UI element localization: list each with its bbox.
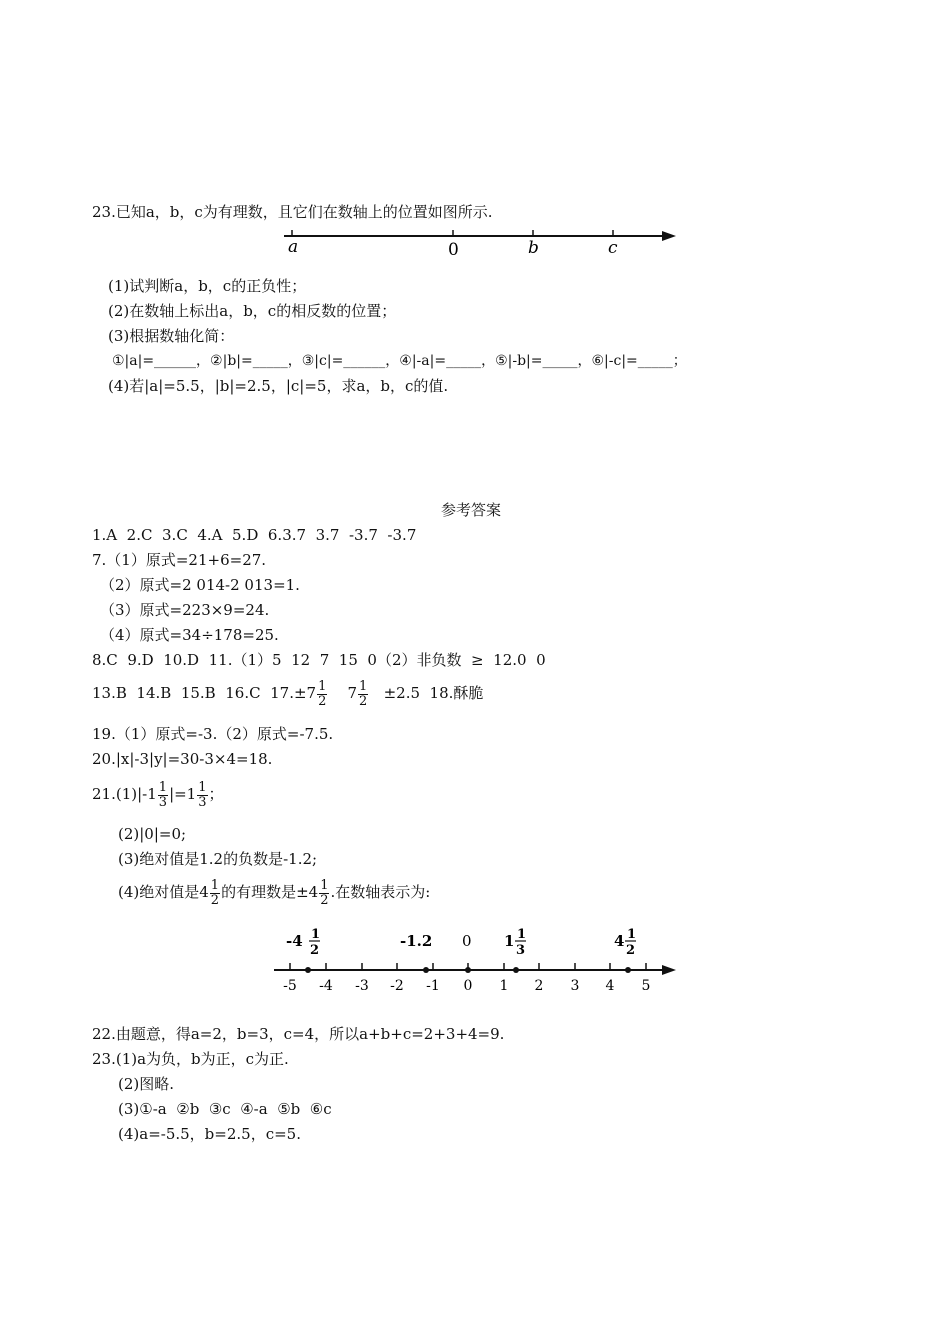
fraction-half: $\frac{1}{2}$ [318,678,327,709]
axis-arrow [662,965,676,975]
fraction-third: $\frac{1}{3}$ [198,779,207,810]
label-frac-num: 1 [627,927,637,942]
answer-line-1: 1.A 2.C 3.C 4.A 5.D 6.3.7 3.7 -3.7 -3.7 [92,526,417,544]
answers-title: 参考答案 [441,501,502,519]
tick-label: -4 [319,978,333,994]
q23-part2: (2)在数轴上标出a，b，c的相反数的位置； [108,302,397,320]
fraction-half: $\frac{1}{2}$ [320,877,329,908]
label-frac-den: 2 [626,943,636,958]
axis-label-b: b [528,238,539,258]
tick-label: 2 [534,978,544,994]
tick-label: 4 [605,978,615,994]
tick-label: -1 [426,978,440,994]
answer-line-7: 7.（1）原式=21+6=27. [92,551,267,569]
tick-label: 1 [499,978,509,994]
tick-label: 0 [463,978,473,994]
answer-line-7-3: （3）原式=223×9=24. [100,601,270,619]
fraction-third: $\frac{1}{3}$ [158,779,168,810]
tick-label: 5 [641,978,651,994]
answer-line-8: 8.C 9.D 10.D 11.（1）5 12 7 15 0（2）非负数 ≥ 12.0 0 [92,651,546,669]
label-zero: 0 [462,932,472,950]
answer-line-23: 23.(1)a为负，b为正，c为正. [92,1050,289,1068]
number-line-answer [272,924,682,998]
point-4-half [625,967,631,973]
label-1-whole: 1 [504,932,515,950]
point-zero [465,967,471,973]
tick-label: 3 [570,978,580,994]
label-frac-den: 3 [516,943,526,958]
answer-line-21-4: (4)绝对值是4 $\frac{1}{2}$ 的有理数是±4 $\frac{1}{2}$ .在数轴表示为: [118,877,431,908]
point-neg-4-half [305,967,311,973]
answer-line-20: 20.|x|-3|y|=30-3×4=18. [92,750,273,768]
label-frac-den: 2 [310,943,320,958]
tick-label: -3 [355,978,369,994]
answer-line-13: 13.B 14.B 15.B 16.C 17.±7 $\frac{1}{2}$ 7 $\frac{1}{2}$ ±2.5 18.酥脆 [92,678,484,709]
answer-line-7-4: （4）原式=34÷178=25. [100,626,279,644]
answer-line-23-4: (4)a=-5.5，b=2.5，c=5. [118,1125,301,1143]
fraction-half: $\frac{1}{2}$ [358,678,368,709]
label-frac-num: 1 [517,927,527,942]
answer-line-23-3: (3)①-a ②b ③c ④-a ⑤b ⑥c [118,1100,332,1118]
answer-line-21-3: (3)绝对值是1.2的负数是-1.2; [118,850,318,868]
q23-part4: (4)若|a|=5.5，|b|=2.5，|c|=5，求a，b，c的值. [108,377,449,395]
point-1-third [513,967,519,973]
axis-label-c: c [608,238,618,258]
label-frac-num: 1 [311,927,321,942]
label-neg-1-2: -1.2 [400,932,433,950]
axis-arrow [662,231,676,241]
answer-line-19: 19.（1）原式=-3.（2）原式=-7.5. [92,725,334,743]
fraction-half: $\frac{1}{2}$ [210,877,220,908]
axis-label-a: a [288,237,299,257]
answer-line-23-2: (2)图略. [118,1075,175,1093]
q23-part3-items: ①|a|=______，②|b|=_____，③|c|=______，④|-a|=_____，⑤|-b|=_____，⑥|-c|=_____； [112,353,687,369]
answer-line-21-2: (2)|0|=0; [118,825,187,843]
tick-label: -2 [390,978,404,994]
point-neg-1-2 [423,967,429,973]
q23-stem: 23.已知a，b，c为有理数，且它们在数轴上的位置如图所示. [92,203,493,221]
axis-label-zero: 0 [448,240,459,260]
tick-label: -5 [283,978,297,994]
q23-part1: (1)试判断a，b，c的正负性； [108,277,307,295]
number-line-abc [280,222,680,262]
answer-line-22: 22.由题意，得a=2，b=3，c=4，所以a+b+c=2+3+4=9. [92,1025,505,1043]
q23-part3: (3)根据数轴化简： [108,327,235,345]
label-neg-4-whole: -4 [286,932,303,950]
answer-line-21: 21.(1)|-1 $\frac{1}{3}$ |=1 $\frac{1}{3}$ ； [92,779,224,810]
answer-line-7-2: （2）原式=2 014-2 013=1. [100,576,300,594]
label-4-whole: 4 [614,932,625,950]
tick-labels [283,978,650,994]
